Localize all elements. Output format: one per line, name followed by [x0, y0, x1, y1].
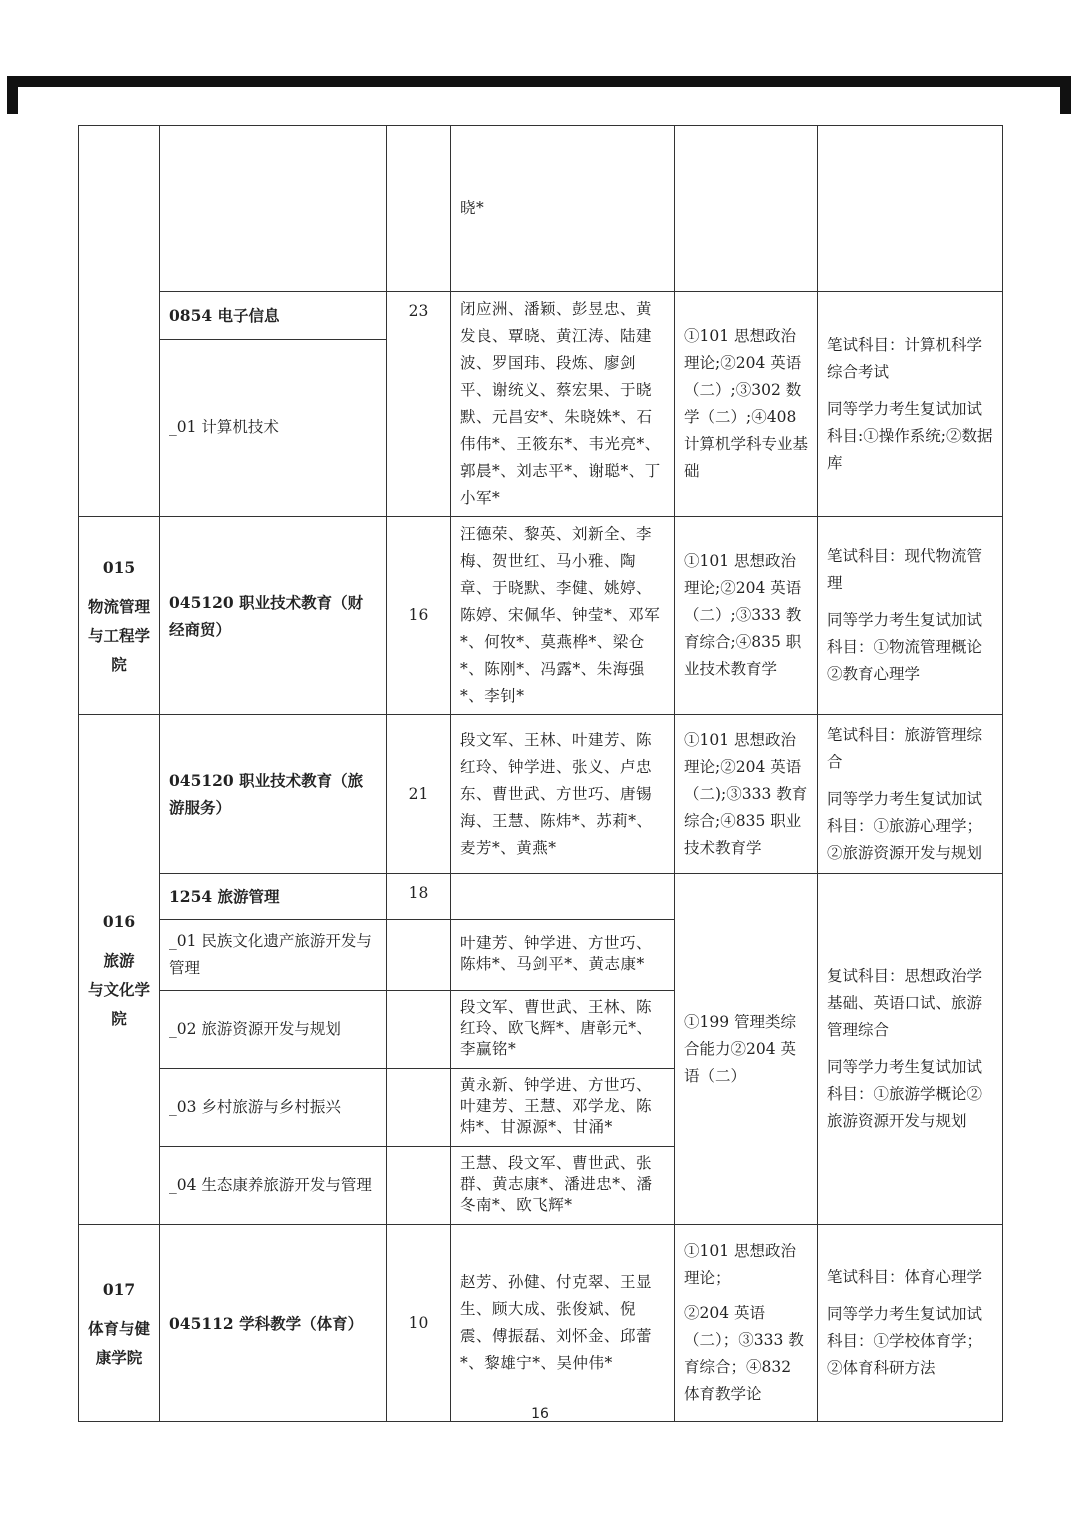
- notes-cell: [818, 1225, 1003, 1422]
- teachers-cell: 王慧、段文军、曹世武、张群、黄志康*、潘进忠*、潘冬南*、欧飞辉*: [451, 1147, 675, 1225]
- major-cell: _01 民族文化遗产旅游开发与管理: [160, 920, 387, 991]
- notes-cell: [818, 292, 1003, 517]
- major-cell: 045120 职业技术教育（财经商贸）: [160, 517, 387, 715]
- college-cell: [79, 715, 160, 1225]
- written-exam-note: 笔试科目：旅游管理综合: [827, 725, 983, 771]
- count-cell: [387, 920, 451, 991]
- teachers-cell: 赵芳、孙健、付克翠、王显生、顾大成、张俊斌、倪震、傅振磊、刘怀金、邱蕾*、黎雄宁*、吴仲伟*: [451, 1225, 675, 1422]
- exam-cell: [675, 126, 818, 292]
- notes-cell: [818, 874, 1003, 1225]
- major-cell: [160, 126, 387, 292]
- count-cell: 21: [387, 715, 451, 874]
- college-code: 017: [102, 1279, 136, 1299]
- major-cell: 1254 旅游管理: [160, 874, 387, 920]
- notes-cell: [818, 126, 1003, 292]
- equivalent-exam-note: 同等学力考生复试加试科目：①旅游学概论②旅游资源开发与规划: [827, 1058, 983, 1130]
- teachers-cell: 闭应洲、潘颖、彭昱忠、黄发良、覃晓、黄江涛、陆建波、罗国玮、段炼、廖剑平、谢统义、蔡宏果、于晓默、元昌安*、朱晓姝*、石伟伟*、王筱东*、韦光亮*、郭晨*、刘志平*、谢聪*、丁小军*: [451, 292, 675, 517]
- teachers-cell: 叶建芳、钟学进、方世巧、陈炜*、马剑平*、黄志康*: [451, 920, 675, 991]
- major-cell: _02 旅游资源开发与规划: [160, 991, 387, 1069]
- admissions-table: [78, 125, 1003, 1422]
- table-row: [79, 292, 1003, 340]
- count-cell: 18: [387, 874, 451, 920]
- equivalent-exam-note: 同等学力考生复试加试科目：①物流管理概论②教育心理学: [827, 611, 983, 683]
- count-cell: [387, 991, 451, 1069]
- table-row: [79, 715, 1003, 874]
- count-cell: 16: [387, 517, 451, 715]
- count-cell: 23: [387, 292, 451, 517]
- teachers-cell: 段文军、曹世武、王林、陈红玲、欧飞辉*、唐彰元*、李赢铭*: [451, 991, 675, 1069]
- college-name-line-1: 旅游: [103, 950, 135, 970]
- header-rule: [7, 76, 1071, 87]
- major-cell: 045112 学科教学（体育）: [160, 1225, 387, 1422]
- equivalent-exam-note: 同等学力考生复试加试科目：①旅游心理学；②旅游资源开发与规划: [827, 789, 983, 862]
- notes-cell: [818, 715, 1003, 874]
- header-rule-right-tick: [1060, 76, 1071, 114]
- equivalent-exam-note: 同等学力考生复试加试科目:①操作系统;②数据库: [827, 399, 993, 472]
- major-cell: _01 计算机技术: [160, 339, 387, 516]
- count-cell: [387, 126, 451, 292]
- written-exam-note: 笔试科目：计算机科学综合考试: [827, 335, 983, 381]
- equivalent-exam-note: 同等学力考生复试加试科目：①学校体育学；②体育科研方法: [827, 1305, 983, 1377]
- college-name: 物流管理与工程学院: [88, 596, 151, 674]
- college-name-line-2: 与文化学院: [88, 979, 151, 1028]
- teachers-cell: [451, 874, 675, 920]
- major-cell: 045120 职业技术教育（旅游服务）: [160, 715, 387, 874]
- retest-subjects-note: 复试科目：思想政治学基础、英语口试、旅游管理综合: [827, 967, 983, 1039]
- college-cell: [79, 1225, 160, 1422]
- exam-line-2: ②204 英语（二）；③333 教育综合；④832 体育教学论: [684, 1304, 804, 1403]
- table-row: [79, 517, 1003, 715]
- exam-cell: ①199 管理类综合能力②204 英语（二）: [675, 874, 818, 1225]
- table-row: [79, 1225, 1003, 1422]
- teachers-cell: 段文军、王林、叶建芳、陈红玲、钟学进、张义、卢忠东、曹世武、方世巧、唐锡海、王慧、陈炜*、苏莉*、麦芳*、黄燕*: [451, 715, 675, 874]
- exam-cell: ①101 思想政治理论;②204 英语（二）;③333 教育综合;④835 职业技术教育学: [675, 517, 818, 715]
- written-exam-note: 笔试科目：体育心理学: [827, 1268, 983, 1286]
- exam-cell: [675, 1225, 818, 1422]
- exam-cell: ①101 思想政治理论;②204 英语（二）;③302 数学（二）;④408 计算机学科专业基础: [675, 292, 818, 517]
- college-code: 016: [102, 911, 136, 931]
- major-cell: _04 生态康养旅游开发与管理: [160, 1147, 387, 1225]
- header-rule-left-tick: [7, 76, 18, 114]
- exam-cell: ①101 思想政治理论;②204 英语（二);③333 教育综合;④835 职业技术教育学: [675, 715, 818, 874]
- teachers-cell: 晓*: [451, 126, 675, 292]
- table-row: [79, 874, 1003, 920]
- count-cell: [387, 1069, 451, 1147]
- teachers-cell: 黄永新、钟学进、方世巧、叶建芳、王慧、邓学龙、陈炜*、甘源源*、甘涌*: [451, 1069, 675, 1147]
- major-cell: 0854 电子信息: [160, 292, 387, 340]
- count-cell: 10: [387, 1225, 451, 1422]
- page-number: 16: [531, 1406, 549, 1422]
- college-cell: [79, 517, 160, 715]
- teachers-cell: 汪德荣、黎英、刘新全、李梅、贺世红、马小雅、陶章、于晓默、李健、姚婷、陈婷、宋佩华、钟莹*、邓军*、何牧*、莫燕桦*、梁仓*、陈刚*、冯露*、朱海强*、李钊*: [451, 517, 675, 715]
- college-code: 015: [102, 557, 136, 577]
- exam-line-1: ①101 思想政治理论；: [684, 1242, 797, 1287]
- table-row: [79, 126, 1003, 292]
- college-cell-empty: [79, 126, 160, 517]
- college-name: 体育与健康学院: [88, 1318, 151, 1367]
- notes-cell: [818, 517, 1003, 715]
- count-cell: [387, 1147, 451, 1225]
- written-exam-note: 笔试科目：现代物流管理: [827, 547, 983, 592]
- major-cell: _03 乡村旅游与乡村振兴: [160, 1069, 387, 1147]
